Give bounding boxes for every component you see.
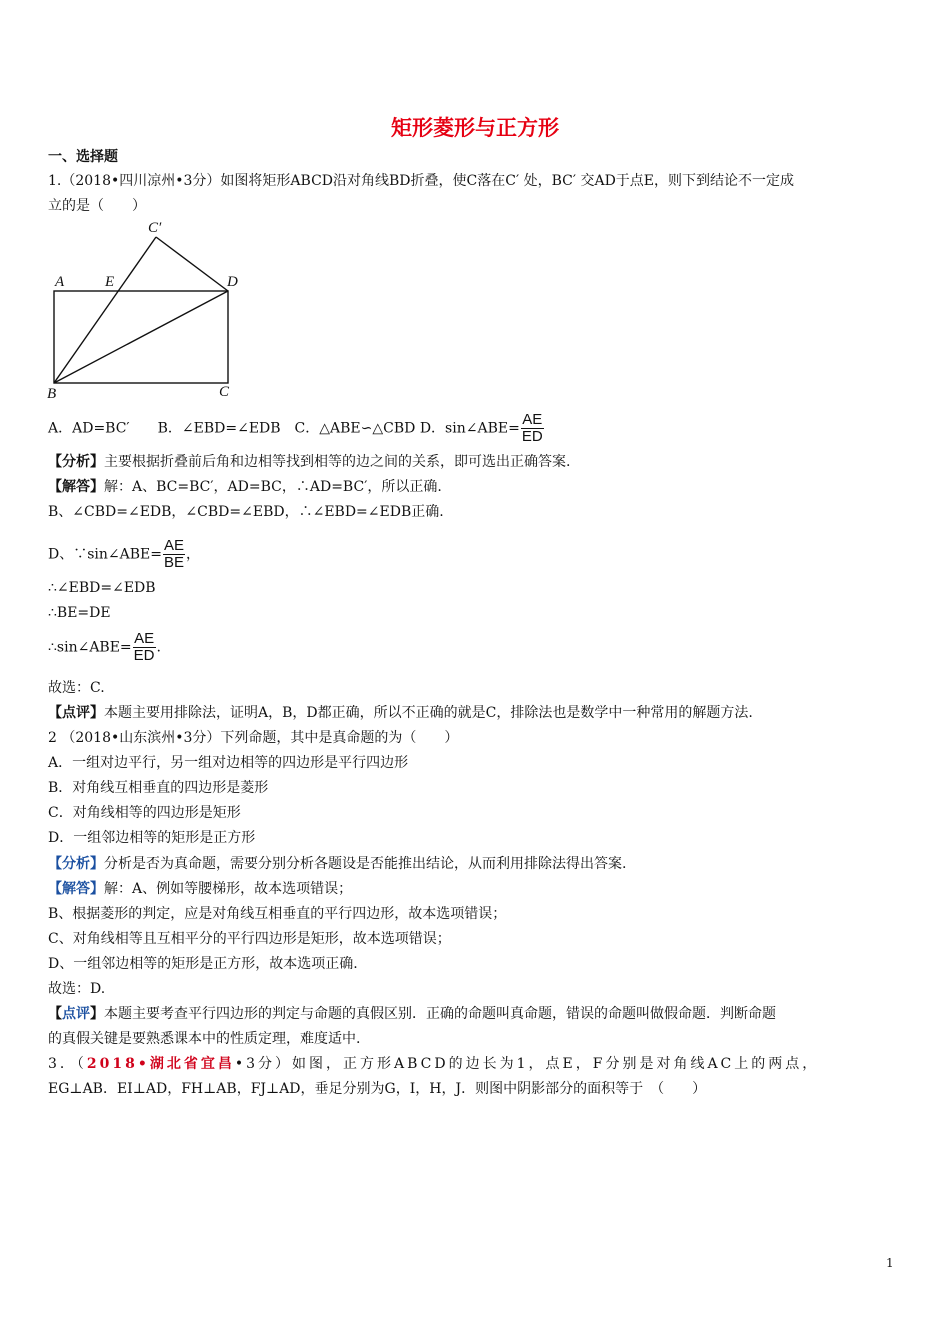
- review-tag-close: 】: [90, 1006, 104, 1022]
- q3-stem-text: •3分）如图，正方形ABCD的边长为1，点E，F分别是对角线AC上的两点，: [234, 1056, 820, 1072]
- page-number: 1: [886, 1256, 894, 1270]
- q1-stem-line-2: 立的是（ ）: [48, 198, 146, 214]
- fraction-numerator: AE: [134, 630, 155, 647]
- q1-solution-d2: ∴∠EBD=∠EDB: [48, 580, 156, 596]
- label-c: C: [219, 384, 230, 400]
- segment-c-prime-d: [156, 237, 228, 291]
- review-text: 本题主要考查平行四边形的判定与命题的真假区别．正确的命题叫真命题，错误的命题叫做假命题．判断命题: [104, 1006, 776, 1022]
- solution-d-fraction: [163, 538, 185, 571]
- label-c-prime: C′: [148, 220, 162, 236]
- label-e: E: [105, 274, 115, 290]
- q2-option-c: C．对角线相等的四边形是矩形: [48, 805, 241, 821]
- q1-review: [48, 704, 753, 722]
- q2-stem: 2 （2018•山东滨州•3分）下列命题，其中是真命题的为（ ）: [48, 730, 459, 746]
- analysis-tag: 【分析】: [48, 856, 104, 872]
- solution-d4-suffix: .: [156, 639, 161, 656]
- page-title: 矩形菱形与正方形: [391, 116, 559, 140]
- label-a: A: [55, 274, 65, 290]
- q1-rectangle-fold-figure: [40, 215, 260, 405]
- q1-solution-d3: ∴BE=DE: [48, 605, 111, 621]
- q2-review-line-2: 的真假关键是要熟悉课本中的性质定理，难度适中.: [48, 1031, 361, 1047]
- fraction-denominator: ED: [133, 647, 155, 664]
- q3-stem-line-1: [48, 1055, 819, 1073]
- q1-solution-d4: [48, 631, 161, 664]
- q1-analysis: [48, 453, 570, 471]
- label-d: D: [227, 274, 238, 290]
- diagonal-bd: [54, 291, 228, 383]
- q3-number: 3．（: [48, 1056, 87, 1072]
- solution-text: 解：A、例如等腰梯形，故本选项错误；: [104, 881, 353, 897]
- q3-stem-line-2: EG⊥AB．EI⊥AD，FH⊥AB，FJ⊥AD，垂足分别为G，I，H，J．则图中阴影部分的面积等于 （ ）: [48, 1081, 707, 1097]
- solution-text: 解：A、BC=BC′，AD=BC，∴AD=BC′，所以正确.: [104, 479, 442, 495]
- q1-options: [48, 412, 545, 445]
- review-text: 本题主要用排除法，证明A，B，D都正确，所以不正确的就是C，排除法也是数学中一种常用的解题方法.: [104, 705, 753, 721]
- label-b: B: [47, 386, 57, 402]
- q1-solution-b: B、∠CBD=∠EDB，∠CBD=∠EBD，∴∠EBD=∠EDB正确.: [48, 504, 444, 520]
- solution-d-suffix: ，: [186, 546, 200, 563]
- review-tag-open: 【: [48, 1006, 62, 1022]
- solution-tag: 【解答】: [48, 479, 104, 495]
- q2-solution-c: C、对角线相等且互相平分的平行四边形是矩形，故本选项错误；: [48, 931, 451, 947]
- q2-solution-d: D、一组邻边相等的矩形是正方形，故本选项正确.: [48, 956, 358, 972]
- q1-solution-a: [48, 478, 442, 496]
- q1-solution-d: [48, 538, 200, 571]
- solution-tag: 【解答】: [48, 881, 104, 897]
- fraction-denominator: ED: [521, 428, 543, 445]
- q1-stem-line-1: 1.（2018•四川凉州•3分）如图将矩形ABCD沿对角线BD折叠，使C落在C′ 处，BC′ 交AD于点E，则下到结论不一定成: [48, 173, 795, 189]
- q2-analysis: [48, 855, 626, 873]
- fraction-numerator: AE: [522, 411, 543, 428]
- q1-option-d-fraction: [521, 412, 544, 445]
- solution-d4-text: ∴sin∠ABE=: [48, 639, 132, 656]
- q2-choice: 故选：D.: [48, 981, 106, 997]
- fraction-denominator: BE: [163, 554, 184, 571]
- q2-review-line-1: [48, 1005, 776, 1023]
- analysis-text: 主要根据折叠前后角和边相等找到相等的边之间的关系，即可选出正确答案.: [104, 454, 571, 470]
- q2-solution-b: B、根据菱形的判定，应是对角线互相垂直的平行四边形，故本选项错误；: [48, 906, 507, 922]
- review-tag-word: 点评: [62, 1006, 90, 1022]
- figure-lines: [54, 237, 228, 383]
- q2-option-d: D．一组邻边相等的矩形是正方形: [48, 830, 256, 846]
- section-heading: 一、选择题: [48, 149, 118, 165]
- fraction-numerator: AE: [163, 537, 184, 554]
- q2-option-a: A．一组对边平行，另一组对边相等的四边形是平行四边形: [48, 755, 409, 771]
- analysis-text: 分析是否为真命题，需要分别分析各题设是否能推出结论，从而利用排除法得出答案.: [104, 856, 627, 872]
- solution-d4-fraction: [133, 631, 156, 664]
- q2-option-b: B．对角线互相垂直的四边形是菱形: [48, 780, 269, 796]
- q3-source: 2018•湖北省宜昌: [86, 1056, 235, 1072]
- solution-d-text: D、∵sin∠ABE=: [48, 546, 162, 563]
- q2-solution-a: [48, 880, 352, 898]
- q1-choice: 故选：C.: [48, 680, 105, 696]
- segment-bc-prime: [54, 237, 156, 383]
- q1-options-text: A．AD=BC′ B．∠EBD=∠EDB C．△ABE∽△CBD D．sin∠ABE=: [48, 420, 520, 437]
- review-tag: 【点评】: [48, 705, 104, 721]
- analysis-tag: 【分析】: [48, 454, 104, 470]
